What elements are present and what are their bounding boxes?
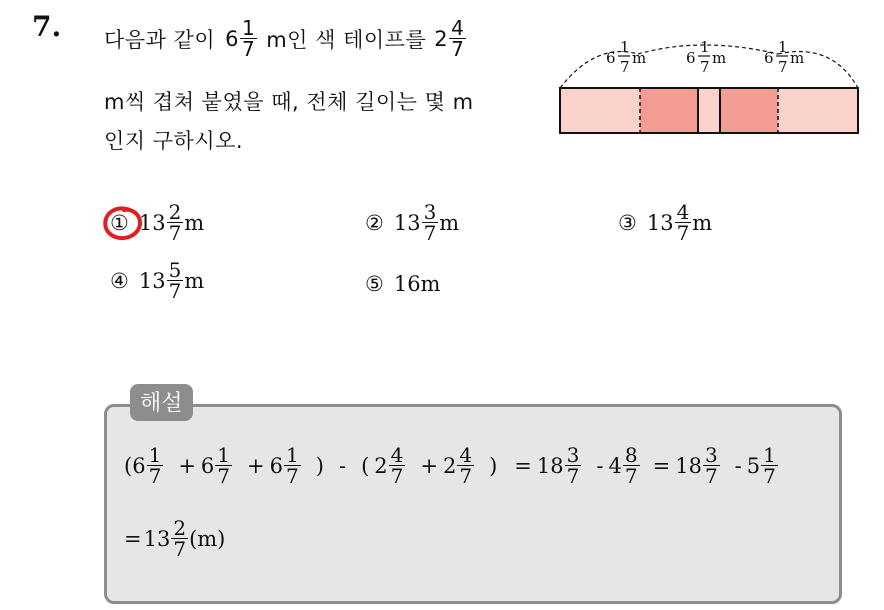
- numerator: 1: [217, 443, 231, 467]
- mixed-number: [537, 445, 582, 486]
- svg-text:m: m: [632, 49, 647, 67]
- svg-text:7: 7: [700, 58, 710, 76]
- fraction: [422, 202, 439, 243]
- svg-text:6: 6: [606, 49, 616, 67]
- fraction: [147, 445, 164, 486]
- denominator: 7: [566, 464, 580, 488]
- mixed-number: [270, 445, 302, 486]
- fraction: [675, 202, 692, 243]
- numerator: 3: [704, 443, 718, 467]
- mixed-number: [608, 445, 640, 486]
- choice-5[interactable]: [365, 272, 440, 296]
- choice-number: ④: [110, 268, 129, 293]
- operator: =: [514, 453, 532, 478]
- operator: =: [652, 453, 671, 478]
- whole-part: 2: [374, 453, 388, 478]
- whole-part: 6: [269, 453, 284, 478]
- fraction: [389, 445, 406, 486]
- numerator: 1: [148, 443, 162, 467]
- numerator: 1: [763, 443, 776, 467]
- choice-4[interactable]: [110, 260, 204, 301]
- question-line-2: m씩 겹쳐 붙였을 때, 전체 길이는 몇 m: [104, 90, 474, 114]
- numerator: 2: [168, 200, 182, 224]
- operator: -: [338, 453, 347, 478]
- operator: +: [247, 453, 265, 478]
- numerator: 8: [624, 443, 638, 467]
- choice-number: ③: [618, 210, 637, 235]
- whole-part: 6: [200, 453, 215, 478]
- denominator: 7: [390, 464, 404, 488]
- denominator: 7: [173, 537, 187, 561]
- whole-part: 13: [393, 210, 421, 235]
- whole-part: 13: [646, 210, 674, 235]
- choice-value: 16m: [393, 272, 441, 296]
- denominator: 7: [423, 221, 437, 245]
- whole-part: 2: [434, 26, 449, 51]
- mixed-number: [139, 260, 204, 301]
- numerator: 4: [676, 200, 690, 224]
- whole-part: 13: [138, 268, 166, 293]
- operator: +: [420, 453, 438, 478]
- operator: +: [178, 453, 196, 478]
- numerator: 3: [566, 443, 580, 467]
- mixed-number: [201, 445, 233, 486]
- numerator: 1: [286, 443, 299, 467]
- denominator: 7: [763, 464, 776, 488]
- operator: =: [124, 526, 142, 551]
- fraction: [761, 445, 778, 486]
- tape-bar: [560, 88, 858, 133]
- tape-label-2: [686, 38, 726, 76]
- fraction: [703, 445, 720, 486]
- denominator: 7: [217, 464, 231, 488]
- denominator: 7: [148, 464, 162, 488]
- whole-part: 4: [608, 453, 622, 478]
- mixed-number: [139, 202, 204, 243]
- paren: ): [315, 453, 324, 478]
- numerator: 4: [390, 443, 404, 467]
- numerator: 2: [173, 516, 187, 540]
- solution-line-2: [124, 518, 225, 559]
- svg-text:7: 7: [778, 58, 788, 76]
- svg-text:6: 6: [764, 49, 774, 67]
- mixed-number: [747, 445, 779, 486]
- denominator: 7: [451, 37, 465, 61]
- solution-line-1: [124, 445, 779, 486]
- svg-text:7: 7: [620, 58, 630, 76]
- unit: (m): [189, 526, 226, 551]
- numerator: 4: [459, 443, 473, 467]
- paren: (: [361, 453, 370, 478]
- fraction: [457, 445, 474, 486]
- svg-text:1: 1: [620, 38, 630, 56]
- numerator: 4: [451, 16, 465, 40]
- mixed-number: [434, 18, 467, 59]
- choice-number: ①: [110, 210, 129, 235]
- mixed-number: [374, 445, 406, 486]
- whole-part: 18: [675, 453, 702, 478]
- question-line-1: [104, 18, 467, 59]
- fraction: [240, 18, 257, 59]
- mixed-number: [647, 202, 712, 243]
- question-text: m인 색 테이프를: [266, 27, 427, 52]
- tape-diagram: [552, 28, 868, 140]
- solution-badge: 해설: [130, 384, 193, 421]
- svg-text:6: 6: [686, 49, 696, 67]
- question-line-3: 인지 구하시오.: [104, 129, 244, 153]
- denominator: 7: [286, 464, 299, 488]
- fraction: [167, 260, 184, 301]
- unit: m: [184, 210, 205, 235]
- mixed-number: [132, 445, 164, 486]
- denominator: 7: [704, 464, 718, 488]
- fraction: [215, 445, 232, 486]
- choice-1[interactable]: [110, 202, 204, 243]
- tape-label-1: [606, 38, 646, 76]
- whole-part: 6: [132, 453, 146, 478]
- denominator: 7: [241, 37, 256, 61]
- whole-part: 18: [536, 453, 564, 478]
- mixed-number: [394, 202, 459, 243]
- fraction: [623, 445, 640, 486]
- numerator: 5: [168, 258, 182, 282]
- fraction: [167, 202, 184, 243]
- svg-text:1: 1: [700, 38, 710, 56]
- question-text: 다음과 같이: [104, 27, 216, 52]
- svg-text:m: m: [790, 49, 805, 67]
- denominator: 7: [676, 221, 690, 245]
- paren: ): [489, 453, 498, 478]
- whole-part: 13: [138, 210, 166, 235]
- mixed-number: [144, 518, 226, 559]
- operator: -: [734, 453, 742, 478]
- numerator: 3: [423, 200, 437, 224]
- denominator: 7: [168, 279, 182, 303]
- choice-number: ⑤: [365, 272, 384, 296]
- choice-2[interactable]: [365, 202, 459, 243]
- fraction: [284, 445, 301, 486]
- mixed-number: [225, 18, 258, 59]
- tape-label-3: [764, 38, 804, 76]
- whole-part: 2: [442, 453, 457, 478]
- choice-number: ②: [365, 210, 384, 235]
- overlap-1: [640, 88, 698, 133]
- solution-box: [104, 404, 842, 604]
- unit: m: [184, 268, 205, 293]
- denominator: 7: [624, 464, 638, 488]
- svg-text:m: m: [712, 49, 727, 67]
- fraction: [171, 518, 188, 559]
- fraction: [565, 445, 582, 486]
- operator: -: [596, 453, 604, 478]
- unit: m: [692, 210, 713, 235]
- overlap-2: [720, 88, 778, 133]
- whole-part: 6: [225, 26, 239, 51]
- whole-part: 5: [746, 453, 761, 478]
- svg-text:1: 1: [778, 38, 788, 56]
- denominator: 7: [168, 221, 182, 245]
- unit: m: [439, 210, 460, 235]
- whole-part: 13: [143, 526, 171, 551]
- mixed-number: [443, 445, 475, 486]
- question-number: 7.: [32, 10, 62, 43]
- choice-3[interactable]: [618, 202, 712, 243]
- numerator: 1: [241, 16, 256, 40]
- mixed-number: [675, 445, 720, 486]
- denominator: 7: [459, 464, 473, 488]
- paren: (: [124, 453, 133, 478]
- fraction: [449, 18, 466, 59]
